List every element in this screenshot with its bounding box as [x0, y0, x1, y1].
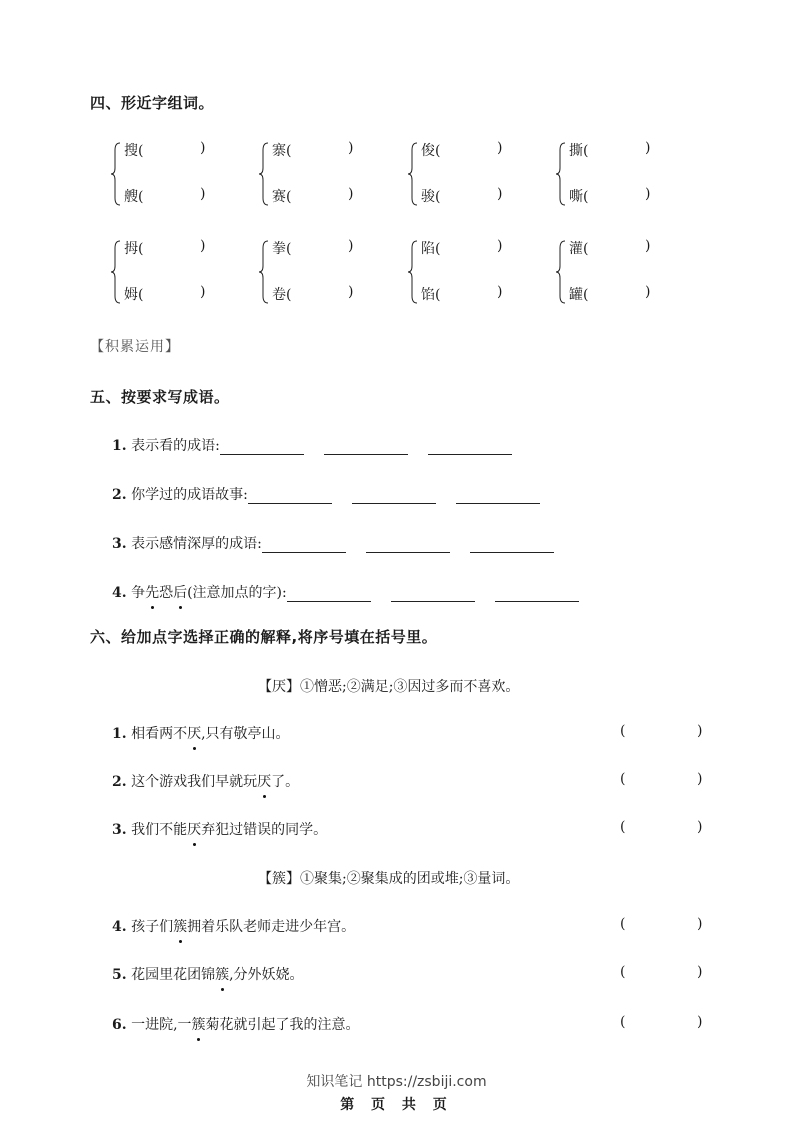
dotted-char: 后	[173, 582, 187, 602]
answer-blank[interactable]	[456, 489, 540, 504]
item-number: 1.	[112, 726, 127, 742]
item-text: 这个游戏我们早就玩	[131, 774, 258, 790]
item-text: 花园里花团锦	[131, 967, 216, 983]
section6-title: 六、给加点字选择正确的解释,将序号填在括号里。	[90, 628, 438, 646]
char-bottom: 嘶(	[569, 189, 589, 205]
answer-blank[interactable]	[391, 587, 475, 602]
answer-blank[interactable]	[262, 538, 346, 553]
char-pair-7	[407, 238, 557, 308]
item-text: 拥着乐队老师走进少年宫。	[187, 919, 356, 935]
close-paren[interactable]: )	[645, 284, 651, 300]
item-number: 2.	[112, 774, 127, 790]
item-text: 争	[131, 585, 146, 601]
close-paren[interactable]: )	[200, 186, 206, 202]
close-paren[interactable]: )	[200, 140, 206, 156]
choice-item-6	[112, 1014, 360, 1034]
idiom-item-3	[112, 533, 574, 553]
idiom-item-4	[112, 582, 599, 602]
char-top: 俊(	[421, 143, 441, 159]
char-top: 拇(	[124, 241, 144, 257]
open-paren[interactable]: (	[620, 1014, 626, 1030]
item-number: 3.	[112, 822, 127, 838]
item-number: 6.	[112, 1017, 127, 1033]
char-bottom: 姆(	[124, 287, 144, 303]
item-number: 5.	[112, 967, 127, 983]
item-text: ,只有敬亭山。	[201, 726, 290, 742]
footer-page-number: 第 页 共 页	[340, 1097, 453, 1113]
item-text: ,分外妖娆。	[229, 967, 304, 983]
answer-blank[interactable]	[495, 587, 579, 602]
char-bottom: 赛(	[272, 189, 292, 205]
char-top: 寨(	[272, 143, 292, 159]
item-number: 2.	[112, 487, 127, 503]
item-text: 孩子们	[131, 919, 174, 935]
brace-icon	[110, 240, 122, 304]
brace-icon	[258, 142, 270, 206]
open-paren[interactable]: (	[620, 964, 626, 980]
open-paren[interactable]: (	[620, 819, 626, 835]
answer-blank[interactable]	[324, 440, 408, 455]
answer-blank[interactable]	[352, 489, 436, 504]
choice-item-3	[112, 819, 327, 839]
open-paren[interactable]: (	[620, 771, 626, 787]
brace-icon	[258, 240, 270, 304]
section5-title: 五、按要求写成语。	[90, 388, 230, 406]
char-bottom: 骏(	[421, 189, 441, 205]
item-number: 1.	[112, 438, 127, 454]
item-number: 4.	[112, 919, 127, 935]
item-text: 了。	[271, 774, 300, 790]
close-paren[interactable]: )	[348, 238, 354, 254]
char-bottom: 卷(	[272, 287, 292, 303]
definition-yan: 【厌】①憎恶;②满足;③因过多而不喜欢。	[258, 679, 520, 695]
dotted-char: 簇	[215, 964, 229, 984]
choice-item-2	[112, 771, 299, 791]
char-pair-4	[555, 140, 705, 210]
close-paren[interactable]: )	[697, 723, 703, 739]
char-pair-1	[110, 140, 260, 210]
close-paren[interactable]: )	[645, 238, 651, 254]
brace-icon	[555, 142, 567, 206]
char-pair-6	[258, 238, 408, 308]
char-pair-2	[258, 140, 408, 210]
item-text: 恐	[159, 585, 174, 601]
item-text: 表示看的成语:	[131, 438, 220, 454]
item-text: 相看两不	[131, 726, 188, 742]
char-top: 陷(	[421, 241, 441, 257]
dotted-char: 簇	[192, 1014, 206, 1034]
answer-blank[interactable]	[287, 587, 371, 602]
close-paren[interactable]: )	[697, 819, 703, 835]
answer-blank[interactable]	[248, 489, 332, 504]
dotted-char: 厌	[187, 723, 201, 743]
answer-blank[interactable]	[220, 440, 304, 455]
dotted-char: 厌	[257, 771, 271, 791]
item-text: 我们不能	[131, 822, 188, 838]
answer-blank[interactable]	[428, 440, 512, 455]
char-bottom: 罐(	[569, 287, 589, 303]
char-pair-8	[555, 238, 705, 308]
item-text: 弃犯过错误的同学。	[201, 822, 328, 838]
footer-site-link[interactable]: 知识笔记 https://zsbiji.com	[306, 1074, 487, 1090]
choice-item-1	[112, 723, 290, 743]
char-pair-3	[407, 140, 557, 210]
close-paren[interactable]: )	[697, 916, 703, 932]
close-paren[interactable]: )	[645, 186, 651, 202]
char-bottom: 艘(	[124, 189, 144, 205]
open-paren[interactable]: (	[620, 916, 626, 932]
char-top: 搜(	[124, 143, 144, 159]
char-top: 撕(	[569, 143, 589, 159]
close-paren[interactable]: )	[697, 771, 703, 787]
item-number: 3.	[112, 536, 127, 552]
open-paren[interactable]: (	[620, 723, 626, 739]
close-paren[interactable]: )	[645, 140, 651, 156]
close-paren[interactable]: )	[697, 964, 703, 980]
close-paren[interactable]: )	[348, 284, 354, 300]
accumulate-label: 【积累运用】	[90, 339, 180, 355]
dotted-char: 簇	[173, 916, 187, 936]
brace-icon	[110, 142, 122, 206]
choice-item-5	[112, 964, 304, 984]
item-text: (注意加点的字):	[187, 585, 287, 601]
item-text: 表示感情深厚的成语:	[131, 536, 262, 552]
item-text: 一进院,一	[131, 1017, 192, 1033]
char-pair-5	[110, 238, 260, 308]
close-paren[interactable]: )	[497, 186, 503, 202]
close-paren[interactable]: )	[697, 1014, 703, 1030]
char-top: 拳(	[272, 241, 292, 257]
idiom-item-2	[112, 484, 560, 504]
brace-icon	[407, 240, 419, 304]
choice-item-4	[112, 916, 355, 936]
definition-cu: 【簇】①聚集;②聚集成的团或堆;③量词。	[258, 871, 520, 887]
item-number: 4.	[112, 585, 127, 601]
item-text: 你学过的成语故事:	[131, 487, 248, 503]
close-paren[interactable]: )	[200, 284, 206, 300]
char-top: 灌(	[569, 241, 589, 257]
dotted-char: 厌	[187, 819, 201, 839]
dotted-char: 先	[145, 582, 159, 602]
close-paren[interactable]: )	[497, 140, 503, 156]
char-bottom: 馅(	[421, 287, 441, 303]
section4-title: 四、形近字组词。	[90, 94, 215, 112]
idiom-item-1	[112, 435, 532, 455]
close-paren[interactable]: )	[497, 284, 503, 300]
close-paren[interactable]: )	[497, 238, 503, 254]
close-paren[interactable]: )	[200, 238, 206, 254]
brace-icon	[555, 240, 567, 304]
close-paren[interactable]: )	[348, 140, 354, 156]
close-paren[interactable]: )	[348, 186, 354, 202]
answer-blank[interactable]	[470, 538, 554, 553]
answer-blank[interactable]	[366, 538, 450, 553]
item-text: 菊花就引起了我的注意。	[205, 1017, 360, 1033]
brace-icon	[407, 142, 419, 206]
